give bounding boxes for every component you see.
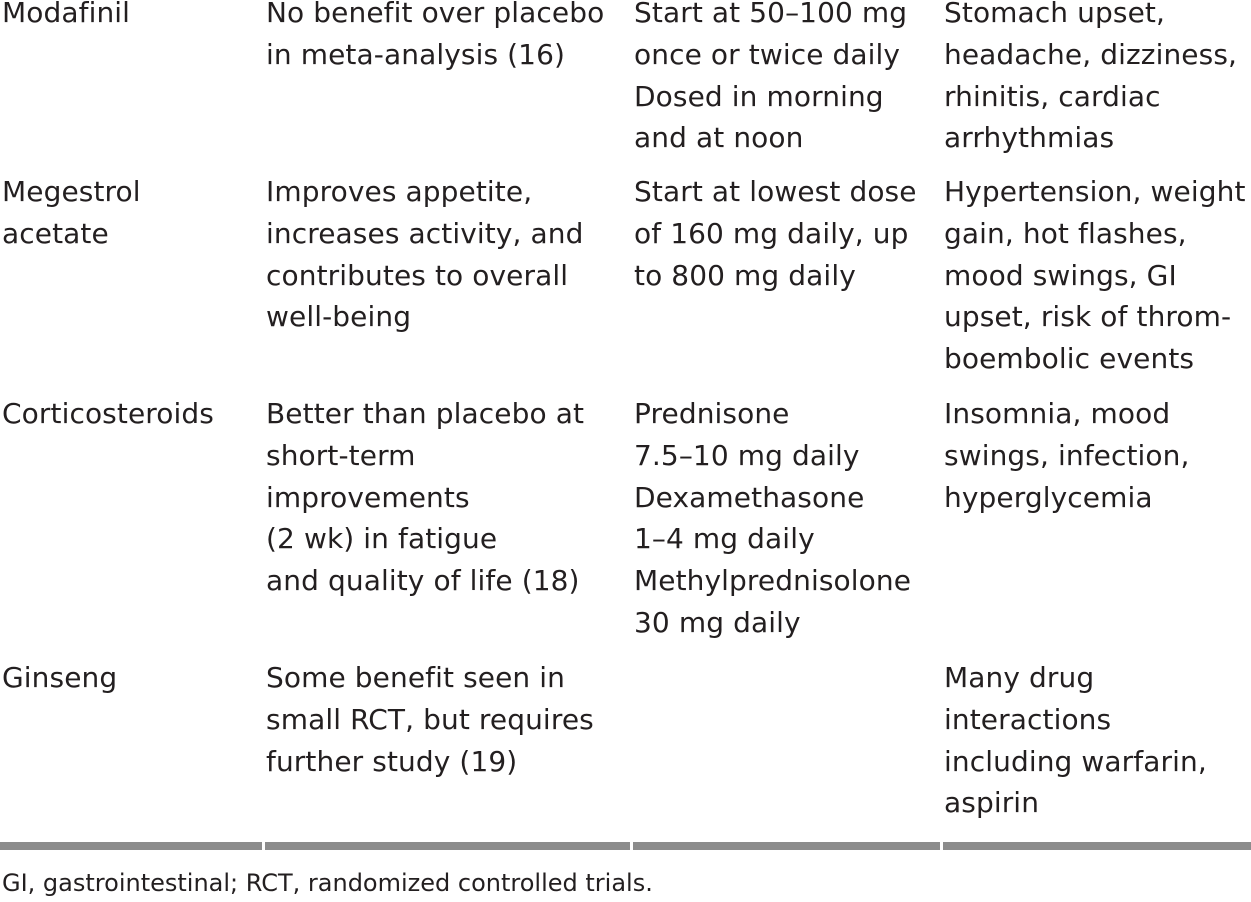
table-footnote: GI, gastrointestinal; RCT, randomized controlled trials. xyxy=(2,869,653,897)
table-bottom-rule xyxy=(0,842,1251,850)
adverse-effects-cell: Stomach upset, headache, dizziness, rhinitis, cardiac arrhythmias xyxy=(944,0,1238,155)
evidence-cell: No benefit over placebo in meta-analysis (16) xyxy=(266,0,605,71)
adverse-effects-cell: Hypertension, weight gain, hot flashes, mood swings, GI upset, risk of throm- boembolic events xyxy=(944,175,1246,376)
rule-column-gap xyxy=(262,842,265,850)
evidence-cell: Improves appetite, increases activity, and contributes to overall well-being xyxy=(266,175,584,334)
rule-column-gap xyxy=(940,842,943,850)
dosing-cell: Start at 50–100 mg once or twice daily Dosed in morning and at noon xyxy=(634,0,908,155)
adverse-effects-cell: Insomnia, mood swings, infection, hyperglycemia xyxy=(944,397,1190,514)
dosing-cell: Prednisone 7.5–10 mg daily Dexamethasone 1–4 mg daily Methylprednisolone 30 mg daily xyxy=(634,397,912,639)
drug-name-cell: Ginseng xyxy=(2,661,118,694)
drug-name-cell: Modafinil xyxy=(2,0,131,29)
evidence-cell: Some benefit seen in small RCT, but requires further study (19) xyxy=(266,661,594,778)
rule-column-gap xyxy=(630,842,633,850)
evidence-cell: Better than placebo at short-term improvements (2 wk) in fatigue and quality of life (18) xyxy=(266,397,585,598)
dosing-cell: Start at lowest dose of 160 mg daily, up to 800 mg daily xyxy=(634,175,917,292)
adverse-effects-cell: Many drug interactions including warfarin, aspirin xyxy=(944,661,1207,820)
drug-name-cell: Corticosteroids xyxy=(2,397,214,430)
drug-name-cell: Megestrol acetate xyxy=(2,175,141,250)
